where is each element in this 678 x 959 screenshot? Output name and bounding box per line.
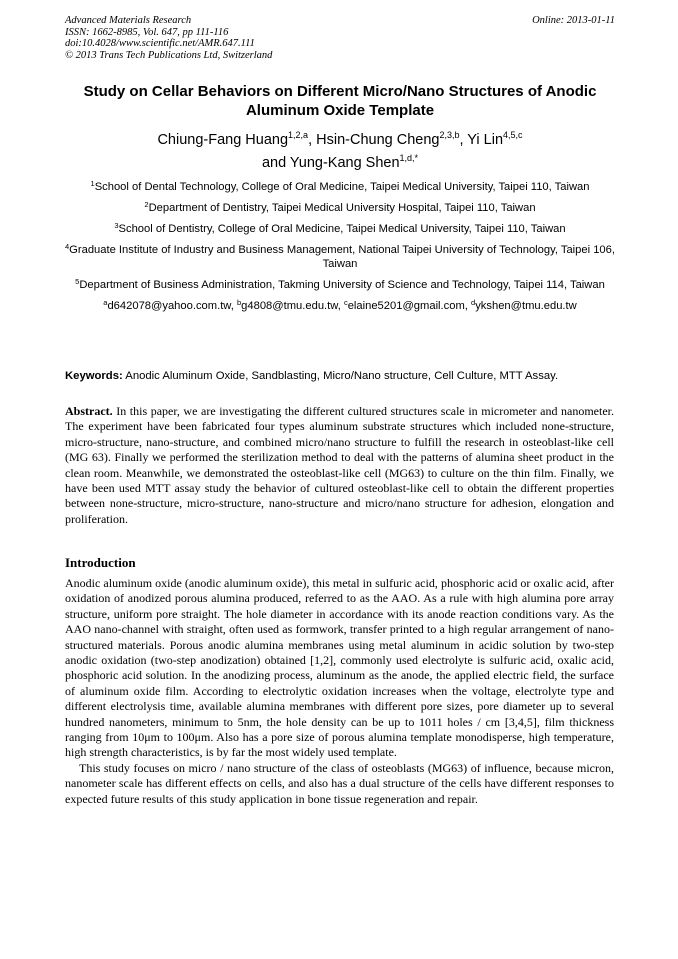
affiliation-text: Department of Dentistry, Taipei Medical University Hospital, Taipei 110, Taiwan <box>148 202 536 214</box>
paragraph: Anodic aluminum oxide (anodic aluminum oxide), this metal in sulfuric acid, phosphoric acid or oxalic acid, after oxidation of anodized porous alumina produced, referred to as the AAO. As a rule with high alumina pore array structure, uniform pore straight. The hole diameter in accordance with its anode reaction conditions vary. As the AAO nano-channel with straight, often used as formwork, transfer printed to a high regular arrangement of nano-structured materials. Porous anodic alumina membranes using metal aluminum in acidic solution by two-step anodic oxidation (two-step anodization) obtained [1,2], commonly used electrolyte is sulfuric acid, oxalic acid, phosphoric acid solution. In the anodizing process, aluminum as the anode, the applied electric field, the surface of aluminum oxide film. According to electrolytic oxidation increases when the voltage, electrolyte type and different electrolysis time, available alumina membranes with different pore sizes, pore diameter up to several hundred nanometers, minimum to 5nm, the hole density can be up to 1011 holes / cm [3,4,5], film thickness ranging from 10μm to 100μm. Also has a pore size of porous alumina template monodisperse, high temperature, high strength characteristics, is by far the most widely used template. <box>65 576 614 760</box>
email-address: ykshen@tmu.edu.tw <box>475 300 577 312</box>
author-sup: 1,2,a <box>288 130 309 140</box>
paragraph: This study focuses on micro / nano structure of the class of osteoblasts (MG63) of influence, because micron, nanometer scale has different effects on cells, and also has a dual structure of the cells have different responses to expected future results of this study application in bone tissue regeneration and repair. <box>65 760 614 806</box>
issn-line: ISSN: 1662-8985, Vol. 647, pp 111-116 <box>65 26 229 38</box>
affiliation-sup: 2 <box>144 200 149 209</box>
keywords-text: Anodic Aluminum Oxide, Sandblasting, Micro/Nano structure, Cell Culture, MTT Assay. <box>122 370 559 382</box>
doi-line: doi:10.4028/www.scientific.net/AMR.647.111 <box>65 38 255 49</box>
author-line-2 <box>60 152 620 175</box>
journal-header <box>65 15 272 61</box>
author-separator: , <box>459 132 468 148</box>
email-address: elaine5201@gmail.com, <box>347 300 472 312</box>
author-sup: 2,3,b <box>439 130 460 140</box>
affiliation-sup: 5 <box>75 277 80 286</box>
email-sup: d <box>471 298 476 307</box>
affiliation <box>60 180 620 194</box>
affiliation-text: Graduate Institute of Industry and Business Management, National Taipei University of Technology, Taipei 106, Taiwan <box>69 244 615 270</box>
abstract-label: Abstract. <box>65 404 113 418</box>
author-list <box>60 129 620 175</box>
keywords-line <box>65 370 625 382</box>
abstract <box>65 404 614 527</box>
keywords-label: Keywords: <box>65 370 123 382</box>
email-sup: c <box>343 298 348 307</box>
journal-name: Advanced Materials Research <box>65 15 192 26</box>
affiliation-sup: 3 <box>114 221 119 230</box>
author-name: Chiung-Fang Huang <box>157 132 289 148</box>
author-line-1 <box>60 129 620 152</box>
author-name: Yi Lin <box>467 132 504 148</box>
author-sup: 4,5,c <box>503 130 523 140</box>
introduction-body <box>65 576 614 807</box>
author-name: Hsin-Chung Cheng <box>316 132 440 148</box>
paper-title: Study on Cellar Behaviors on Different Micro/Nano Structures of Anodic Aluminum Oxide Template <box>83 83 597 119</box>
section-heading-introduction: Introduction <box>65 555 136 570</box>
affiliation <box>60 222 620 236</box>
affiliation-sup: 4 <box>65 242 70 251</box>
affiliation-sup: 1 <box>90 179 95 188</box>
email-sup: a <box>103 298 108 307</box>
author-name: and Yung-Kang Shen <box>261 155 400 171</box>
email-address: d642078@yahoo.com.tw, <box>107 300 237 312</box>
author-separator: , <box>308 132 317 148</box>
email-address: g4808@tmu.edu.tw, <box>241 300 344 312</box>
affiliation-text: School of Dentistry, College of Oral Medicine, Taipei Medical University, Taipei 110, Taiwan <box>118 223 566 235</box>
affiliation <box>60 201 620 215</box>
affiliation-text: School of Dental Technology, College of Oral Medicine, Taipei Medical University, Taipei 110, Taiwan <box>94 181 590 193</box>
copyright-line: © 2013 Trans Tech Publications Ltd, Switzerland <box>65 49 273 61</box>
affiliation-list <box>60 180 620 320</box>
online-date: Online: 2013-01-11 <box>532 15 615 26</box>
affiliation-text: Department of Business Administration, Takming University of Science and Technology, Taipei 114, Taiwan <box>79 279 605 291</box>
email-sup: b <box>236 298 242 307</box>
author-sup: 1,d,* <box>399 153 419 163</box>
affiliation <box>60 278 620 292</box>
affiliation <box>60 243 620 271</box>
abstract-text: In this paper, we are investigating the different cultured structures scale in micrometer and nanometer. The experiment have been fabricated four types aluminum substrate structures which included none-structure, micro-structure, nano-structure, and combined micro/nano structure to fulfill the research in osteoblast-like cell (MG 63). Finally we performed the sterilization method to deal with the patterns of alumina sheet product in the clean room. Meanwhile, we demonstrated the osteoblast-like cell (MG63) to culture on the thin film. Finally, we have been used MTT assay study the behavior of cultured osteoblast-like cell to obtain the different properties between none-structure, micro-structure, nano-structure and micro/nano structure for adhesion, elongation and proliferation. <box>65 404 614 526</box>
email-list <box>60 299 620 313</box>
